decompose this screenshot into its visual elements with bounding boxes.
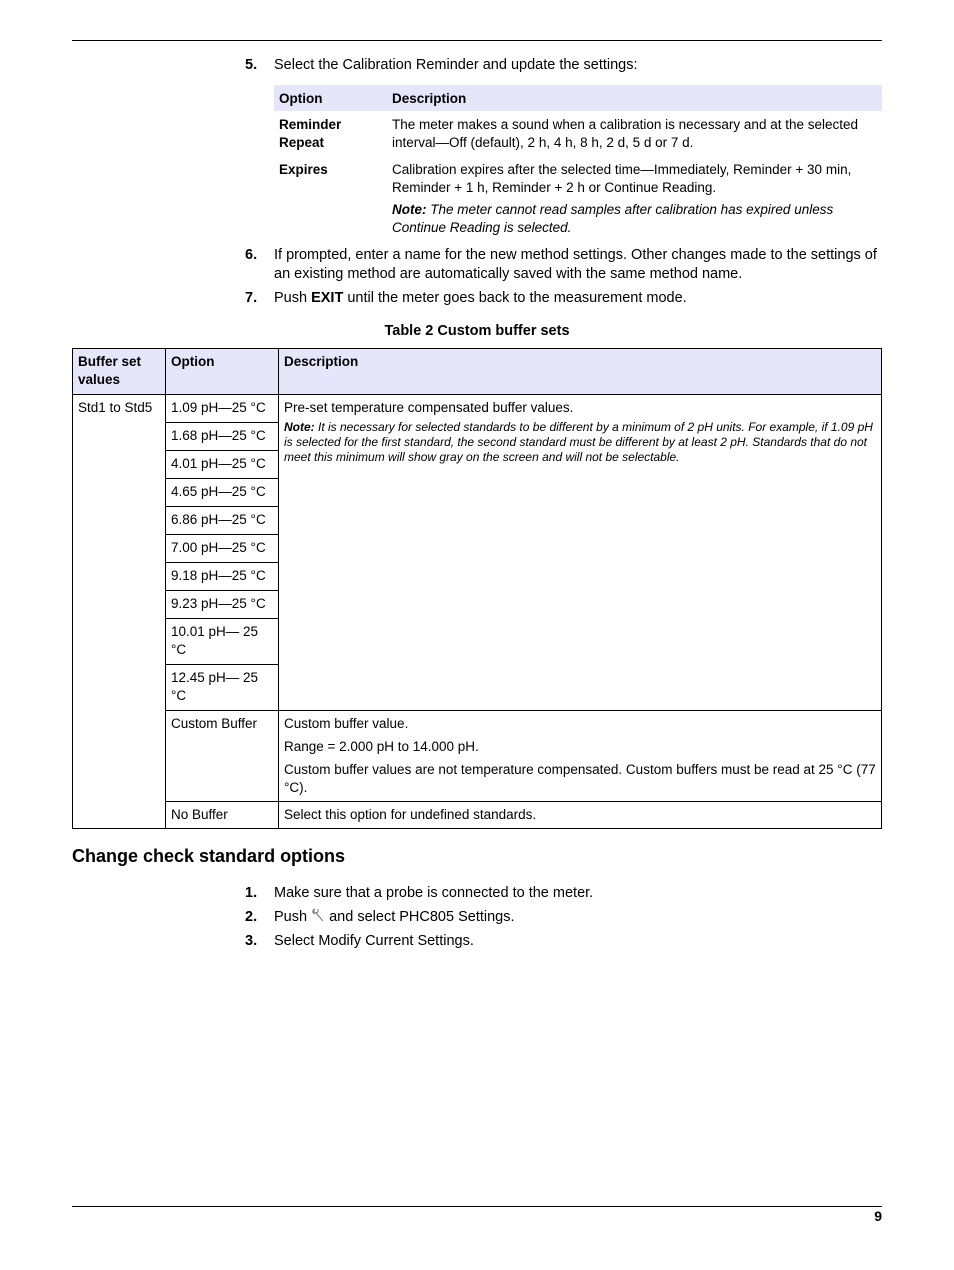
- table-header-row: [73, 349, 882, 395]
- buffer-option: 1.09 pH—25 °C: [166, 395, 279, 423]
- section-step-2: 2. Push and select PHC805 Settings.: [245, 909, 515, 925]
- table-row: [73, 395, 882, 423]
- custom-buffer-option: Custom Buffer: [166, 711, 279, 802]
- buffer-option: 12.45 pH— 25 °C: [166, 665, 279, 711]
- section-step-1: 1. Make sure that a probe is connected to the meter.: [245, 885, 594, 901]
- table-row: [73, 711, 882, 802]
- no-buffer-description: Select this option for undefined standards.: [279, 802, 882, 829]
- description-expires: Calibration expires after the selected time—Immediately, Reminder + 30 min, Reminder + 1 h, Reminder + 2 h or Continue Reading. Note: The meter cannot read samples after calibration has expired unless Continue Reading is selected.: [387, 156, 882, 241]
- header-option: Option: [166, 349, 279, 395]
- buffer-option: 6.86 pH—25 °C: [166, 507, 279, 535]
- calibration-options-table: [274, 85, 882, 241]
- header-rule: [72, 40, 882, 41]
- buffer-option: 10.01 pH— 25 °C: [166, 619, 279, 665]
- header-buffer-set-values: Buffer set values: [73, 349, 166, 395]
- table-row: [274, 156, 882, 241]
- wrench-icon: [311, 908, 325, 923]
- table-row: [274, 111, 882, 156]
- footer-rule: [72, 1206, 882, 1207]
- exit-key: EXIT: [311, 290, 344, 306]
- table-row: [73, 802, 882, 829]
- table-caption: Table 2 Custom buffer sets: [384, 323, 570, 339]
- description-reminder-repeat: The meter makes a sound when a calibration is necessary and at the selected interval—Off (default), 2 h, 4 h, 8 h, 2 d, 5 d or 7 d.: [392, 117, 859, 150]
- page-number: 9: [874, 1208, 882, 1224]
- custom-buffer-description: Custom buffer value. Range = 2.000 pH to 14.000 pH. Custom buffer values are not temperature compensated. Custom buffers must be read at 25 °C (77 °C).: [279, 711, 882, 802]
- section-heading: Change check standard options: [72, 846, 346, 866]
- preset-note: Note: It is necessary for selected standards to be different by a minimum of 2 pH units. For example, if 1.09 pH is selected for the first standard, the second standard must be different by at least 2 pH. Standards that do not meet this minimum will show gray on the screen and will not be selectable.: [284, 420, 873, 464]
- option-reminder-repeat: Reminder Repeat: [279, 117, 342, 150]
- buffer-set-label: Std1 to Std5: [73, 395, 166, 829]
- custom-buffer-sets-table: [72, 348, 882, 829]
- buffer-option: 4.65 pH—25 °C: [166, 479, 279, 507]
- header-description: Description: [387, 85, 882, 111]
- section-step-3: 3. Select Modify Current Settings.: [245, 933, 474, 949]
- step-7: 7. Push EXIT until the meter goes back to the measurement mode.: [245, 290, 687, 306]
- step-6: 6. If prompted, enter a name for the new method settings. Other changes made to the settings of an existing method are automatically saved with the same method name.: [245, 247, 877, 282]
- no-buffer-option: No Buffer: [166, 802, 279, 829]
- step-5: 5. Select the Calibration Reminder and update the settings:: [245, 57, 638, 73]
- buffer-option: 4.01 pH—25 °C: [166, 451, 279, 479]
- preset-description: Pre-set temperature compensated buffer values. Note: It is necessary for selected standards to be different by a minimum of 2 pH units. For example, if 1.09 pH is selected for the first standard, the second standard must be different by at least 2 pH. Standards that do not meet this minimum will show gray on the screen and will not be selectable.: [279, 395, 882, 711]
- buffer-option: 1.68 pH—25 °C: [166, 423, 279, 451]
- buffer-option: 9.18 pH—25 °C: [166, 563, 279, 591]
- header-option: Option: [274, 85, 387, 111]
- expires-note: Note: The meter cannot read samples after calibration has expired unless Continue Reading is selected.: [392, 202, 834, 235]
- header-description: Description: [279, 349, 882, 395]
- option-expires: Expires: [279, 162, 328, 177]
- table-header-row: [274, 85, 882, 111]
- buffer-option: 7.00 pH—25 °C: [166, 535, 279, 563]
- buffer-option: 9.23 pH—25 °C: [166, 591, 279, 619]
